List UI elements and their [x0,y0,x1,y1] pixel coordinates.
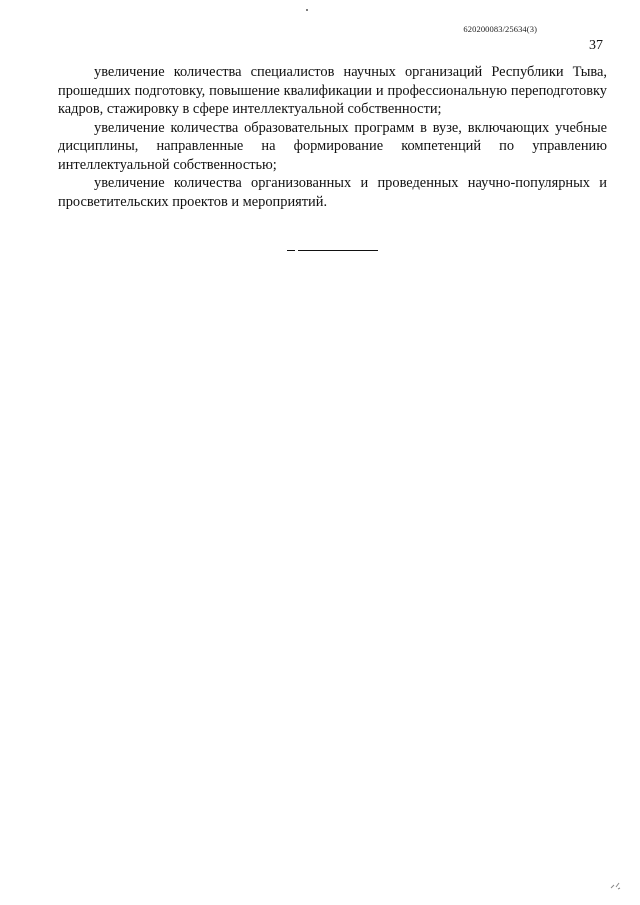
scan-mark-icon [608,876,624,892]
paragraph: увеличение количества специалистов научных организаций Республики Тыва, прошедших подготовку, повышение квалификации и профессиональную переподготовку кадров, стажировку в сфере интеллектуальной собственности; [58,64,607,117]
document-code: 620200083/25634(3) [463,24,537,34]
page-number: 37 [589,38,603,53]
paragraph: увеличение количества образовательных программ в вузе, включающих учебные дисциплины, направленные на формирование компетенций по управлению интеллектуальной собственностью; [58,119,607,173]
end-divider-dash [287,250,295,251]
body-text [58,63,607,211]
scan-speck [306,9,308,11]
end-divider-line [298,250,378,251]
paragraph: увеличение количества организованных и проведенных научно-популярных и просветительских проектов и мероприятий. [58,175,607,210]
